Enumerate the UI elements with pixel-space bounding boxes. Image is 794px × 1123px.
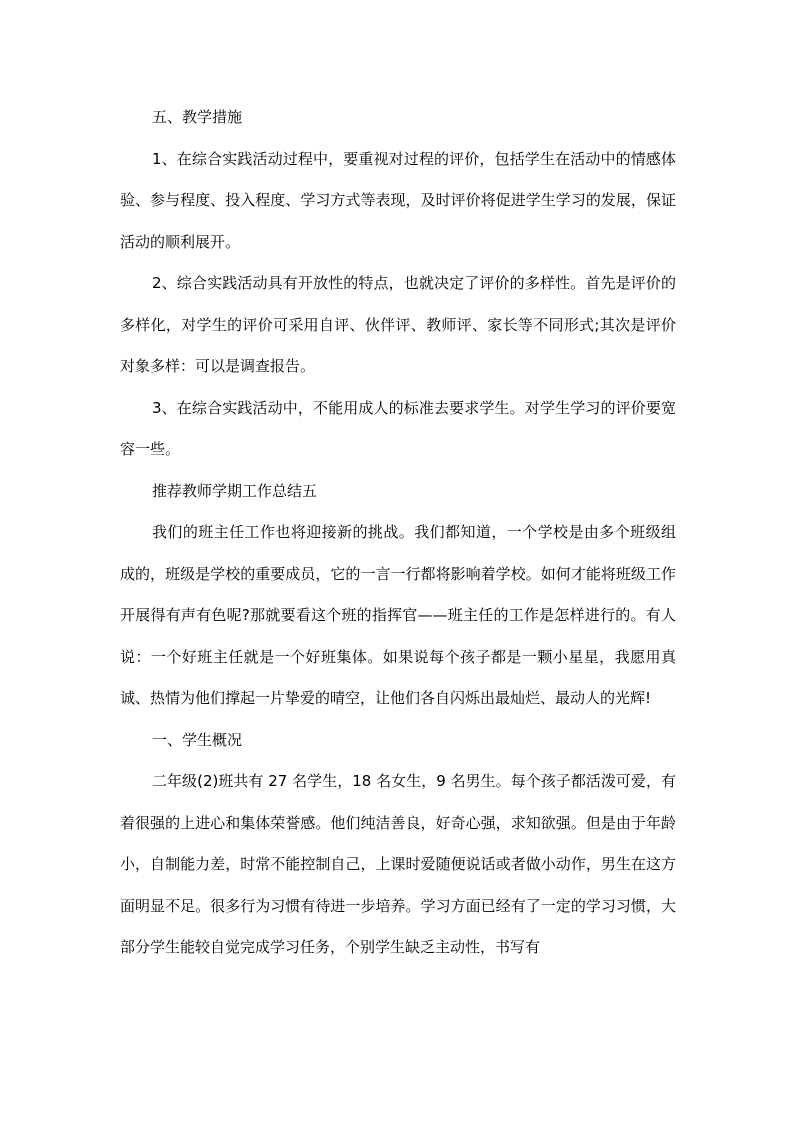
section-title-summary-five: 推荐教师学期工作总结五 <box>152 481 318 500</box>
section-heading-teaching-measures: 五、教学措施 <box>152 108 243 126</box>
paragraph-measure-2: 2、综合实践活动具有开放性的特点，也就决定了评价的多样性。首先是评价的多样化，对学生的评价可采用自评、伙伴评、教师评、家长等不同形式;其次是评价对象多样：可以是调查报告。 <box>120 274 676 375</box>
document-body <box>120 97 676 969</box>
paragraph-intro: 我们的班主任工作也将迎接新的挑战。我们都知道，一个学校是由多个班级组成的，班级是学校的重要成员，它的一言一行都将影响着学校。如何才能将班级工作开展得有声有色呢?那就要看这个班的指挥官——班主任的工作是怎样进行的。有人说：一个好班主任就是一个好班集体。如果说每个孩子都是一颗小星星，我愿用真诚、热情为他们撑起一片挚爱的晴空，让他们各自闪烁出最灿烂、最动人的光辉! <box>120 523 676 707</box>
paragraph-measure-3: 3、在综合实践活动中，不能用成人的标准去要求学生。对学生学习的评价要宽容一些。 <box>120 398 676 458</box>
paragraph-measure-1: 1、在综合实践活动过程中，要重视对过程的评价，包括学生在活动中的情感体验、参与程度、投入程度、学习方式等表现，及时评价将促进学生学习的发展，保证活动的顺利展开。 <box>120 149 676 251</box>
section-heading-student-overview: 一、学生概况 <box>152 730 243 749</box>
paragraph-student-overview: 二年级(2)班共有 27 名学生，18 名女生，9 名男生。每个孩子都活泼可爱，有着很强的上进心和集体荣誉感。他们纯洁善良，好奇心强，求知欲强。但是由于年龄小，自制能力差，时常不能控制自己，上课时爱随便说话或者做小动作，男生在这方面明显不足。很多行为习惯有待进一步培养。学习方面已经有了一定的学习习惯，大部分学生能较自觉完成学习任务，个别学生缺乏主动性，书写有 <box>120 772 676 956</box>
